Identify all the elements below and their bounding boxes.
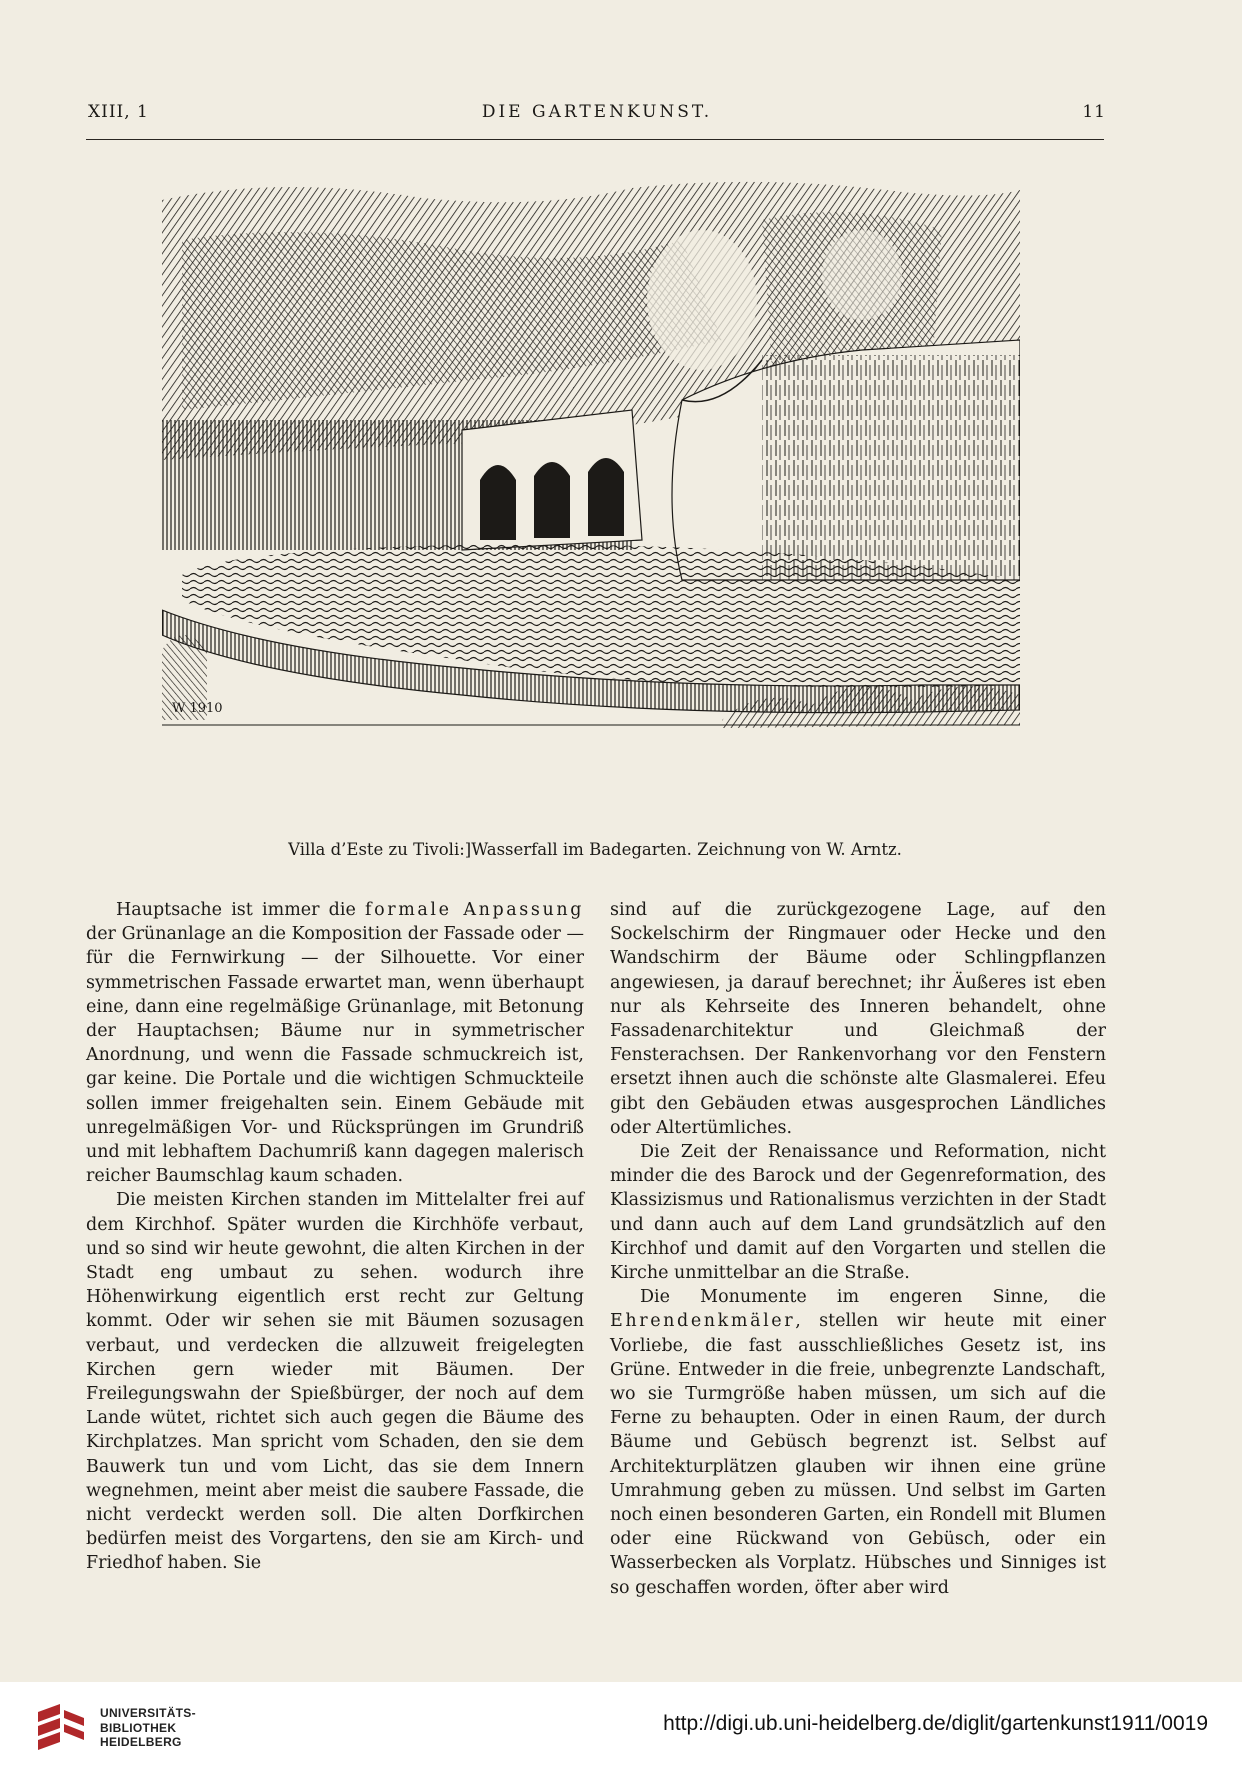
digitization-footer [0, 1682, 1242, 1776]
engraving-illustration [162, 180, 1020, 820]
left-paragraph-2: Die meisten Kirchen standen im Mittelalter frei auf dem Kirchhof. Später wurden die Kirchhöfe verbaut, und so sind wir heute gewohnt, die alten Kirchen in der Stadt eng umbaut zu sehen. wodurch ihre Höhenwirkung eigentlich erst recht zur Geltung kommt. Oder wir sehen sie mit Bäumen sozusagen verbaut, und verdecken die allzuweit freigelegten Kirchen gern wieder mit Bäumen. Der Freilegungswahn der Spießbürger, der noch auf dem Lande wütet, richtet sich auch gegen die Bäume des Kirchplatzes. Man spricht vom Schaden, den sie dem Bauwerk tun und vom Licht, das sie dem Innern wegnehmen, meint aber meist die saubere Fassade, die nicht verdeckt werden soll. Die alten Dorfkirchen bedürfen meist des Vorgartens, den sie am Kirch- und Friedhof haben. Sie [86, 1190, 584, 1574]
volume-number: XIII, 1 [88, 102, 149, 122]
journal-title: DIE GARTENKUNST. [481, 102, 713, 122]
right-paragraph-1: sind auf die zurückgezogene Lage, auf den Sockelschirm der Ringmauer oder Hecke und den Wandschirm der Bäume oder Schlingpflanzen angewiesen, ja darauf berechnet; ihr Äußeres ist eben nur als Kehrseite des Inneren behandelt, ohne Fassadenarchitektur und Gleichmaß der Fensterachsen. Der Rankenvorhang vor den Fenstern ersetzt ihnen auch die schönste alte Glasmalerei. Efeu gibt den Gebäuden etwas ausgesprochen Ländliches oder Altertümliches. [610, 900, 1106, 1138]
university-library-logo-icon [34, 1702, 88, 1756]
right-paragraph-3: Die Monumente im engeren Sinne, die Ehrendenkmäler, stellen wir heute mit einer Vorliebe, die fast ausschließliches Gesetz ist, ins Grüne. Entweder in die freie, unbegrenzte Landschaft, wo sie Turmgröße haben müssen, um sich auf die Ferne zu behaupten. Oder in einen Raum, der durch Bäume und Gebüsch begrenzt ist. Selbst auf Architekturplätzen glauben wir ihnen eine grüne Umrahmung geben zu müssen. Und selbst im Garten noch einen besonderen Garten, ein Rondell mit Blumen oder eine Rückwand von Gebüsch, oder ein Wasserbecken als Vorplatz. Hübsches und Sinniges ist so geschaffen worden, öfter aber wird [610, 1287, 1106, 1598]
page-number: 11 [1082, 102, 1106, 122]
emphasis-ehrendenkmaeler: Ehrendenkmäler [610, 1311, 796, 1332]
waterfall-drawing [162, 180, 1020, 820]
artist-monogram: W 1910 [172, 701, 223, 716]
emphasis-formale-anpassung: formale Anpassung [365, 900, 584, 920]
left-paragraph-1: Hauptsache ist immer die formale Anpassung der Grünanlage an die Komposition der Fassade oder — für die Fernwirkung — der Silhouette. Vor einer symmetrischen Fassade erwartet man, wenn überhaupt eine, dann eine regelmäßige Grünanlage, mit Betonung der Hauptachsen; Bäume nur in symmetrischer Anordnung, und wenn die Fassade schmuckreich ist, gar keine. Die Portale und die wichtigen Schmuckteile sollen immer freigehalten sein. Einem Gebäude mit unregelmäßigen Vor- und Rücksprüngen im Grundriß und mit lebhaftem Dachumriß kann dagegen malerisch reicher Baumschlag kaum schaden. [86, 900, 584, 1187]
figure-caption: Villa d’Este zu Tivoli:]Wasserfall im Badegarten. Zeichnung von W. Arntz. [288, 840, 902, 859]
left-column [86, 898, 584, 1576]
running-header [88, 102, 1106, 132]
right-paragraph-2: Die Zeit der Renaissance und Reformation, nicht minder die des Barock und der Gegenreformation, des Klassizismus und Rationalismus verzichten in der Stadt und dann auch auf dem Land grundsätzlich auf den Kirchhof und damit auf den Vorgarten und stellen die Kirche unmittelbar an die Straße. [610, 1142, 1106, 1284]
right-column [610, 898, 1106, 1600]
library-name: UNIVERSITÄTS- BIBLIOTHEK HEIDELBERG [100, 1706, 196, 1749]
permalink-url[interactable]: http://digi.ub.uni-heidelberg.de/diglit/gartenkunst1911/0019 [663, 1712, 1208, 1735]
header-rule [86, 139, 1104, 140]
